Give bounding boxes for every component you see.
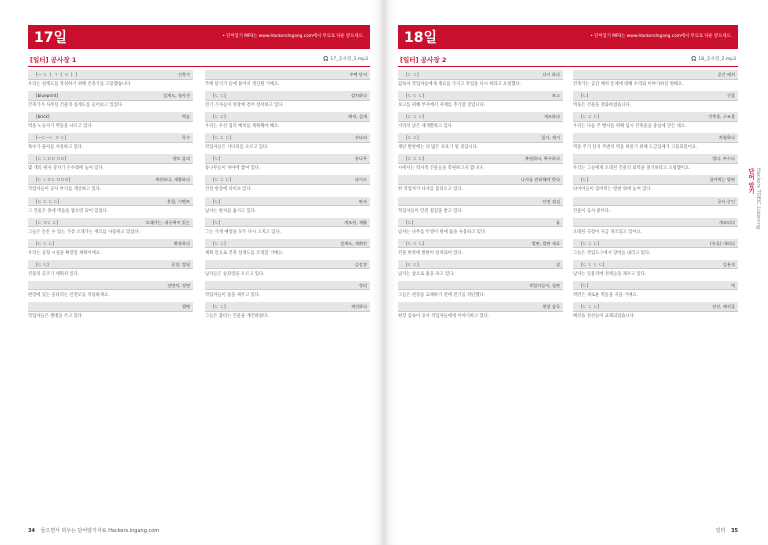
expression-box: [205, 302, 370, 312]
meaning-text: 작업자들이, 철판: [529, 282, 560, 288]
example-sentence: 배선을 전선들이 교체되었습니다.: [573, 314, 636, 320]
section-title: [일터] 공사장 2: [400, 56, 447, 64]
meaning-text: 전면의, 정면: [167, 282, 190, 288]
expression-box: [573, 239, 738, 249]
meaning-text: 헬멧: [181, 304, 190, 310]
example-sentence: 몇 개의 판자 상자가 손수레에 놓여 있다.: [28, 166, 104, 172]
expression-box: [573, 197, 738, 207]
expression-text: [blueprint]: [36, 93, 59, 99]
expression-text: [ㄷ ㄷ ㄷ ㄷ]: [36, 198, 60, 204]
expression-box: [398, 281, 563, 291]
example-sentence: 주택 단지가 들에 붙어서 생산될 거예요.: [205, 82, 280, 87]
vocab-entry: [398, 175, 563, 196]
expression-box: [398, 91, 563, 101]
meaning-text: 파이프: [354, 177, 367, 183]
vocab-entry: [28, 218, 193, 239]
meaning-text: 공장, 빌딩: [171, 261, 190, 267]
expression-box: [573, 302, 738, 312]
meaning-text: 설계도, 청사진: [163, 93, 190, 99]
expression-text: [ㄷ ㄷ ㄷ]: [406, 93, 425, 99]
expression-box: [573, 218, 738, 228]
vocab-entry: [28, 112, 193, 133]
vocab-entry: [573, 175, 738, 196]
vocab-column-1: [28, 70, 193, 323]
vocab-entry: [573, 239, 738, 260]
expression-text: [ㄷ]: [213, 219, 221, 225]
vocab-entry: [573, 91, 738, 112]
expression-box: [28, 281, 193, 291]
meaning-text: 통나무: [354, 156, 367, 162]
meaning-text: 건축가: [177, 72, 190, 77]
expression-box: [573, 133, 738, 143]
expression-text: [ㄷ ㄷ]: [406, 72, 419, 77]
example-sentence: 작업자들은 사다리를 오르고 있다.: [205, 145, 269, 151]
example-sentence: 그들은 불타는 건물을 재건하였다.: [205, 314, 269, 320]
vocab-entry: [205, 281, 370, 302]
side-tab: [746, 168, 764, 252]
side-tab-gray: Hackers TOEIC Listening: [755, 168, 761, 230]
page-footer: [716, 527, 738, 534]
expression-box: [28, 260, 193, 270]
example-sentence: 우리는 다음 주 행사를 위해 임시 건축물을 중심에 만든 대요.: [573, 124, 687, 130]
day-title: 18일: [404, 30, 438, 46]
meaning-text: 발판, 발판 재료: [531, 240, 560, 246]
meaning-text: 복원하다, 복구하다: [524, 156, 560, 162]
expression-text: [ㄷ ㄷ ㄷ]: [36, 240, 55, 246]
example-sentence: 작업자들이 틀을 세우고 있다.: [205, 292, 261, 298]
expression-text: [ㄷ ㄴㅁㅁ ㅁㅁ]: [36, 156, 67, 162]
footer-text: 일터: [715, 528, 726, 534]
expression-text: [ㄷ ㄷ ㄷ]: [581, 304, 600, 310]
meaning-text: 벽: [730, 282, 735, 288]
expression-box: [28, 70, 193, 80]
example-sentence: 타이어들이 집어먹는 발판 위에 놓여 있다.: [573, 187, 652, 193]
expression-text: [ㄷ ㄷ ㄷ]: [406, 156, 425, 162]
vocab-entry: [573, 260, 738, 281]
expression-box: [573, 260, 738, 270]
vocab-entry: [573, 112, 738, 133]
meaning-text: 정리: [358, 282, 367, 288]
vocab-entry: [398, 133, 563, 154]
headphones-icon: 🎧: [323, 57, 329, 62]
vocab-entry: [28, 302, 193, 323]
meaning-text: 재건하다: [350, 304, 367, 310]
meaning-text: 공사 중인: [717, 198, 735, 204]
vocab-entry: [398, 197, 563, 218]
example-sentence: 건물의 골조가 세워져 있다.: [28, 271, 80, 277]
expression-box: [205, 70, 370, 80]
expression-box: [573, 112, 738, 122]
page-number: 34: [28, 528, 35, 534]
footer-text: 들으면서 외우는 단어암기자료 Hackers.ingang.com: [40, 528, 160, 534]
example-sentence: 건물이 공사 중이다.: [573, 208, 611, 214]
example-sentence: 감독자 작업자들에게 재료를 가지고 작업을 다시 하라고 요청했다.: [398, 82, 521, 87]
meaning-text: 설치하다: [350, 93, 367, 99]
example-sentence: 건물 한쪽에 발판이 설치되어 있다.: [398, 250, 463, 256]
meaning-text: 건축물, 구조물: [708, 114, 735, 120]
expression-box: [205, 260, 370, 270]
vocab-entry: [205, 175, 370, 196]
example-sentence: 그들은 튼튼 수 있는 가장 오래가는 재료를 사용하고 있었다.: [28, 229, 140, 235]
section-header: [398, 55, 738, 67]
meaning-text: 다시 하다: [542, 72, 560, 77]
expression-box: [28, 197, 193, 207]
expression-text: [ㅡ ㄷ ㅏ ㄱ ㅓ ㄹ ㅏ ]: [36, 72, 77, 77]
expression-box: [28, 91, 193, 101]
page-header: [398, 25, 738, 49]
example-sentence: 보고를 위해 부지에서 자재를 추가할 것입니다.: [398, 103, 486, 109]
page-number: 35: [731, 528, 738, 534]
expression-box: [28, 239, 193, 249]
side-tab-red: 단어 암기: [747, 168, 754, 195]
vocab-entry: [28, 260, 193, 281]
example-sentence: 목수가 줄자를 사용하고 있다.: [28, 145, 84, 151]
right-page: [384, 0, 768, 545]
meaning-text: 나사를 관리해야 한다: [520, 177, 560, 183]
expression-text: [ㄷ ㄷ]: [213, 93, 226, 99]
expression-text: [ㄷ ㄷ]: [406, 135, 419, 141]
meaning-text: 승강장: [354, 261, 367, 267]
example-sentence: 남자는 나무를 뚜껑이 위에 톱을 사용하고 있다.: [398, 229, 487, 235]
meaning-text: 철거, 제거: [541, 135, 560, 141]
expression-box: [205, 175, 370, 185]
example-sentence: 전기 기사들이 천장에 걸어 설치하고 있다.: [205, 103, 284, 109]
vocab-entry: [573, 302, 738, 323]
expression-box: [573, 91, 738, 101]
vocab-column-2: [205, 70, 370, 323]
vocab-entry: [398, 154, 563, 175]
vocab-entry: [205, 302, 370, 323]
example-sentence: 우리는 설계도를 작성하기 위해 건축가를 고용했습니다.: [28, 82, 132, 87]
expression-box: [398, 302, 563, 312]
vocab-entry: [28, 91, 193, 112]
expression-box: [205, 112, 370, 122]
vocab-entry: [398, 260, 563, 281]
meaning-text: 집어먹는 발판: [709, 177, 735, 183]
meaning-text: 차량하다: [718, 135, 735, 141]
expression-box: [573, 281, 738, 291]
vocab-entry: [28, 133, 193, 154]
meaning-text: 계산하다, 계량하다: [154, 177, 190, 183]
expression-text: [ㄷ ㄷ ㄷ]: [581, 240, 600, 246]
example-sentence: 작업자들은 헬멧을 쓰고 있다.: [28, 314, 84, 320]
expression-box: [28, 175, 193, 185]
expression-box: [398, 197, 563, 207]
mp3-label: [691, 56, 736, 62]
expression-box: [573, 70, 738, 80]
meaning-text: (통을) 내리다: [710, 240, 735, 246]
meaning-text: 현장 감독: [542, 304, 560, 310]
expression-box: [573, 154, 738, 164]
vocab-entry: [398, 91, 563, 112]
example-sentence: 현장 감독이 공사 작업자들에게 이야기하고 있다.: [398, 314, 490, 320]
example-sentence: 우리는 우선 집의 배치를 계획해야 해요.: [205, 124, 280, 130]
meaning-text: 일용직: [722, 261, 735, 267]
headphones-icon: 🎧: [691, 57, 697, 62]
expression-box: [205, 281, 370, 291]
example-sentence: 우리는 그들에게 오래된 건물의 외벽을 철거하라고 요청했어요.: [573, 166, 691, 172]
expression-box: [398, 260, 563, 270]
expression-text: [ㄷ ㄷ ㄷ ㄷ]: [581, 261, 605, 267]
expression-box: [205, 154, 370, 164]
meaning-text: 안전 점검: [542, 198, 560, 204]
vocab-entry: [573, 218, 738, 239]
expression-text: [ㄷ ㅁㄷ ㄷ]: [36, 219, 59, 225]
expression-text: [brick]: [36, 114, 50, 120]
section-header: [28, 55, 370, 67]
expression-box: [398, 218, 563, 228]
example-sentence: 한 작업자가 나사를 불러오고 있다.: [398, 187, 463, 193]
vocab-entry: [398, 281, 563, 302]
vocab-entry: [398, 239, 563, 260]
meaning-text: 오래가는, 내구력이 있는: [145, 219, 190, 225]
expression-text: [ㄷ ㄷ ㄷ]: [213, 135, 232, 141]
example-sentence: 계획 안으로 건축 설계도를 조정할 거예요.: [205, 250, 284, 256]
expression-text: [ㄷ ㄷ ㄷ]: [406, 240, 425, 246]
example-sentence: 건설 현장에 파이프 있다.: [205, 187, 252, 193]
meaning-text: 사다리: [354, 135, 367, 141]
expression-box: [398, 239, 563, 249]
vocab-entry: [398, 302, 563, 323]
example-sentence: 남자는 일용직에 전세들을 채우고 있다.: [573, 271, 647, 277]
expression-box: [28, 218, 193, 228]
example-sentence: 작업자들이 안전 점검을 받고 있다.: [398, 208, 463, 214]
expression-text: [ㄷ ㄷ ㄷ]: [581, 114, 600, 120]
example-sentence: 그 건물은 몰에 벽돌을 쌓으면 되어 있었다.: [28, 208, 109, 214]
meaning-text: 톱: [555, 219, 560, 225]
meaning-text: 벽돌: [181, 114, 190, 120]
vocab-entry: [573, 70, 738, 91]
expression-text: [ㄷ]: [213, 156, 221, 162]
page-header: [28, 25, 370, 49]
example-sentence: 남자는 삽으로 흙을 파고 있다.: [398, 271, 455, 277]
example-sentence: 남자는 판자를 옮기고 있다.: [205, 208, 257, 214]
expression-text: [ㄷ ㄷ]: [213, 114, 226, 120]
meaning-text: 보고: [551, 93, 560, 99]
vocab-entry: [28, 281, 193, 302]
mp3-filename: 18_공사장_2.mp3: [698, 57, 736, 62]
vocab-entry: [205, 197, 370, 218]
vocab-entry: [28, 154, 193, 175]
expression-box: [205, 239, 370, 249]
expression-text: [ㄷ ㄷ ㄷ]: [213, 177, 232, 183]
example-sentence: 우리는 공장 시설을 확장할 계획이에요.: [28, 250, 102, 256]
example-sentence: 현장에 있는 울타리는 안전모를 착용하세요.: [28, 292, 110, 298]
expression-box: [398, 70, 563, 80]
example-sentence: 통나무들이 처마에 쌓여 있다.: [205, 166, 261, 172]
vocab-entry: [28, 175, 193, 196]
meaning-text: 건물: [726, 93, 735, 99]
example-sentence: 벽면은 새로운 벽돌을 지을 거예요.: [573, 292, 638, 298]
expression-text: [ㄷ]: [581, 177, 589, 183]
example-sentence: 벽돌 노동자가 벽돌을 나르고 있다.: [28, 124, 93, 130]
meaning-text: 향토 감리: [172, 156, 190, 162]
meaning-text: 개조하다: [543, 114, 560, 120]
expression-box: [28, 302, 193, 312]
example-sentence: 남자들은 승강장을 오르고 있다.: [205, 271, 265, 277]
expression-box: [573, 175, 738, 185]
expression-text: [ㄷ ㄴㅁㄷ ㅁㅁㅁ]: [36, 177, 71, 183]
expression-text: [ㅡㄷㅡㄴ ㄹ ㄷ]: [36, 135, 67, 141]
example-sentence: 작업자들이 공사 부지를 계산하고 있다.: [28, 187, 102, 193]
expression-text: [ㄷ]: [406, 219, 414, 225]
vocab-entry: [205, 70, 370, 91]
vocab-entry: [205, 91, 370, 112]
expression-box: [398, 133, 563, 143]
example-sentence: 건축가가 사무실 건물의 설계도를 들어보고 있었다.: [28, 103, 124, 109]
vocab-entry: [398, 218, 563, 239]
vocab-entry: [205, 154, 370, 175]
example-sentence: 그들은 작업도구에서 장비를 내리고 있다.: [573, 250, 651, 256]
vocab-entry: [573, 154, 738, 175]
vocab-entry: [205, 260, 370, 281]
expression-text: [ㄷ]: [581, 93, 589, 99]
page-footer: [28, 527, 159, 534]
vocab-entry: [398, 112, 563, 133]
meaning-text: 공간 배치: [717, 72, 735, 77]
vocab-entry: [28, 239, 193, 260]
expression-text: [ㄷ]: [581, 282, 589, 288]
meaning-text: 주택 단지: [349, 72, 367, 77]
vocab-entry: [573, 133, 738, 154]
expression-box: [205, 218, 370, 228]
day-title: 17일: [34, 30, 68, 46]
example-sentence: 계단 발판에는 더 많은 보호가 될 것입니다.: [398, 145, 479, 151]
section-title: [일터] 공사장 1: [30, 56, 77, 64]
vocab-entry: [28, 197, 193, 218]
meaning-text: 헐다, 부수다: [712, 156, 735, 162]
vocab-entry: [205, 239, 370, 260]
example-sentence: 그들은 천장을 교체하기 전에 전기를 차단했다.: [398, 292, 486, 298]
vocab-entry: [28, 70, 193, 91]
example-sentence: 지역의 낡은 재개발하고 있다.: [398, 124, 454, 130]
expression-text: [ㄷ ㄷ]: [36, 261, 49, 267]
expression-text: [ㄷ]: [213, 198, 221, 204]
expression-box: [205, 133, 370, 143]
vocab-entry: [205, 112, 370, 133]
expression-box: [28, 112, 193, 122]
example-sentence: 벽돌은 건물을 강화하였습니다.: [573, 103, 632, 109]
vocab-column-2: [573, 70, 738, 323]
vocab-entry: [573, 197, 738, 218]
vocab-column-1: [398, 70, 563, 323]
expression-box: [28, 133, 193, 143]
meaning-text: 혼합, 시멘트: [167, 198, 190, 204]
example-sentence: 그는 가게 매장을 모두 다시 고치고 있다.: [205, 229, 281, 235]
expression-text: [ㄷ ㄷ]: [406, 261, 419, 267]
meaning-text: 목수: [181, 135, 190, 141]
expression-box: [398, 112, 563, 122]
expression-box: [205, 91, 370, 101]
expression-box: [398, 154, 563, 164]
vocab-entry: [398, 70, 563, 91]
example-sentence: 건축가는 공간 배치 문제에 대해 우리와 이야기하길 원해요.: [573, 82, 684, 87]
meaning-text: 개조된, 재활: [344, 219, 367, 225]
mp3-filename: 17_공사장_1.mp3: [330, 57, 368, 62]
expression-box: [398, 175, 563, 185]
meaning-text: 확장하다: [173, 240, 190, 246]
example-sentence: 시에서는 역사적 건물들을 복원하고자 합니다.: [398, 166, 484, 172]
expression-box: [28, 154, 193, 164]
meaning-text: 전선, 배선줄: [712, 304, 735, 310]
example-sentence: 오래된 극장이 지금 개조되고 있어요.: [573, 229, 643, 235]
header-note: • 단어암기 MP3는 www.HackersIngang.com에서 무료로 다운 받으세요.: [222, 34, 364, 39]
expression-text: [ㄷ ㄷ ㄷ]: [406, 114, 425, 120]
expression-box: [205, 197, 370, 207]
meaning-text: 설계도, 계획안: [340, 240, 367, 246]
vocab-entry: [573, 281, 738, 302]
vocab-entry: [205, 133, 370, 154]
mp3-label: [323, 56, 368, 62]
meaning-text: 삽: [555, 261, 560, 267]
meaning-text: 개조되다: [718, 219, 735, 225]
example-sentence: 벽돌 주거 단지 주변의 벽을 허물기 위해 도급업체가 고용되었어요.: [573, 145, 698, 151]
meaning-text: 판자: [358, 198, 367, 204]
expression-text: [ㄷ ㄷ]: [213, 240, 226, 246]
header-note: • 단어암기 MP3는 www.HackersIngang.com에서 무료로 다운 받으세요.: [590, 34, 732, 39]
meaning-text: 배치, 설계: [348, 114, 367, 120]
expression-text: [ㄷ ㄷ]: [213, 304, 226, 310]
vocab-entry: [205, 218, 370, 239]
